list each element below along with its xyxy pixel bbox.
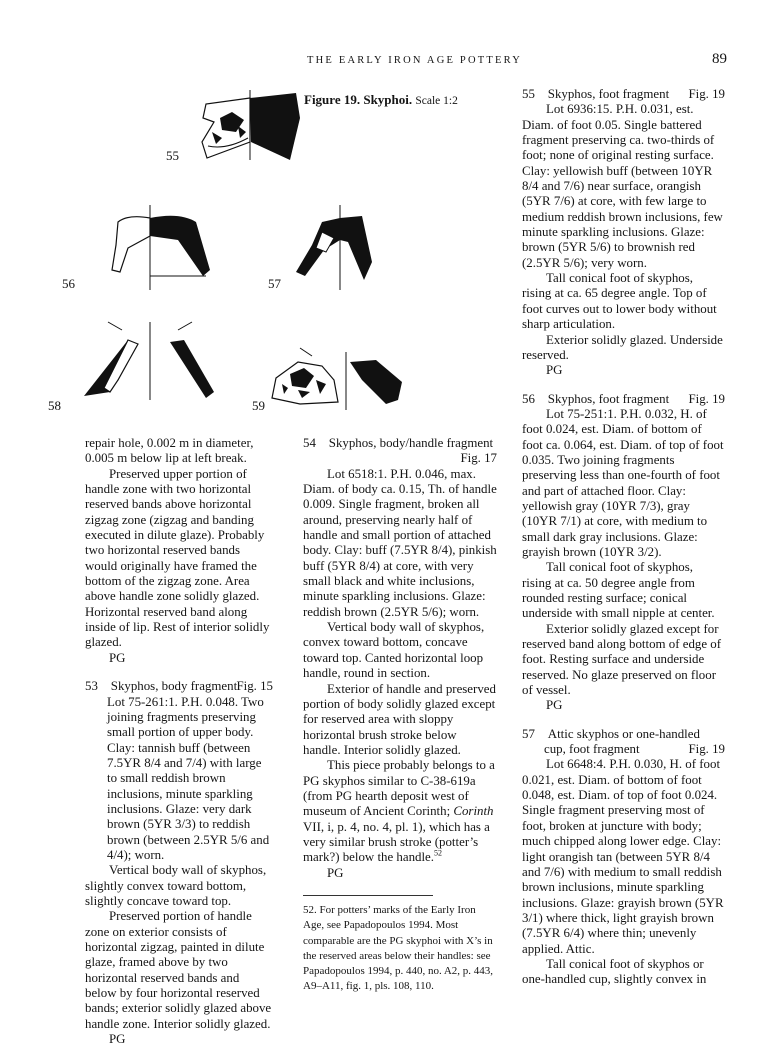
paragraph: Preserved upper portion of handle zone with two horizontal reserved bands above horizontal zigzag zone (zigzag and banding executed in dilute glaze). Probably two horizontal reserved bands would originally have framed the bottom of the zigzag zone. Area above handle zone solidly glazed. Horizontal reserved band along inside of lip. Rest of interior solidly glazed.	[85, 466, 270, 650]
column-1	[85, 436, 273, 1047]
paragraph: Tall conical foot of skyphos or one-handled cup, slightly convex in	[522, 956, 707, 987]
sherd-58-drawing	[84, 322, 214, 400]
period-label: PG	[109, 650, 126, 665]
entry-heading-55	[522, 87, 725, 102]
figure-caption	[304, 92, 458, 108]
figure-label-57: 57	[268, 276, 281, 291]
entry-number: 56	[522, 391, 535, 406]
paragraph: Vertical body wall of skyphos, slightly convex toward bottom, slightly concave toward top.	[85, 863, 267, 908]
entry-number: 54	[303, 436, 316, 450]
entry-heading-56	[522, 392, 725, 407]
figure-ref: Fig. 15	[236, 679, 273, 694]
paragraph: Exterior of handle and preserved portion of body solidly glazed except for reserved area with sloppy horizontal brush stroke below handle. Interior solidly glazed.	[303, 681, 496, 757]
period-label: PG	[546, 698, 563, 713]
period-label: PG	[546, 363, 563, 378]
entry-description: Lot 6518:1. P.H. 0.046, max. Diam. of body ca. 0.15, Th. of handle 0.009. Single fragment, broken all around, preserving nearly half of handle and small portion of attached body. Clay: buff (7.5YR 8/4), pinkish buff (5YR 8/4) at core, with very small black and white inclusions, minute sparkling inclusions. Glaze: reddish brown (2.5YR 5/6); worn.	[303, 466, 497, 619]
entry-number: 55	[522, 87, 535, 101]
text-line: 0.005 m below lip at left break.	[85, 451, 247, 466]
period-label: PG	[327, 865, 344, 880]
paragraph: Tall conical foot of skyphos, rising at ca. 50 degree angle from rounded resting surface; conical underside with small nipple at center.	[522, 560, 715, 621]
paragraph: Exterior solidly glazed except for reserved band along bottom of edge of foot. Resting surface and underside reserved. No glaze preserved on floor of vessel.	[522, 621, 722, 698]
entry-title: Skyphos, foot fragment	[547, 391, 670, 406]
entry-description: Lot 75-251:1. P.H. 0.032, H. of foot 0.024, est. Diam. of bottom of foot ca. 0.064, est. Diam. of top of foot 0.035. Two joining fragments preserving less than one-fourth of foot and part of attached floor. Clay: yellowish gray (10YR 7/3), gray (10YR 7/1) at core, with medium to small dark gray inclusions. Glaze: grayish brown (10YR 3/2).	[522, 406, 724, 559]
paragraph: Vertical body wall of skyphos, convex toward bottom, concave toward top. Canted horizontal loop handle, round in section.	[303, 620, 485, 681]
entry-title: Attic skyphos or one-handled	[547, 726, 700, 741]
figure-caption-scale: Scale 1:2	[415, 95, 458, 107]
period-label: PG	[109, 1032, 126, 1047]
figure-label-55: 55	[166, 148, 179, 163]
sherd-55-drawing	[202, 90, 300, 160]
figure-label-59: 59	[252, 398, 265, 413]
column-2	[303, 436, 497, 995]
figure-label-58: 58	[48, 398, 61, 413]
entry-title: Skyphos, body fragment	[110, 679, 238, 694]
footnote-text: 52. For potters’ marks of the Early Iron Age, see Papadopoulos 1994. Most comparable are the PG skyphoi with X’s in the reserved areas below their handles: see Papadopoulos 1994, p. 440, no. A2, p. 443, A9–A11, fig. 1, pls. 108, 110.	[303, 903, 494, 993]
entry-number: 53	[85, 679, 98, 694]
footnote-rule	[303, 895, 433, 896]
column-3	[522, 87, 725, 988]
entry-heading-57	[522, 727, 725, 742]
entry-description: Lot 75-261:1. P.H. 0.048. Two joining fragments preserving small portion of upper body. Clay: tannish buff (between 7.5YR 8/4 and 7/4) with large to small reddish brown inclusions, minute sparkling inclusions. Glaze: very dark brown (5YR 3/3) to reddish brown (between 2.5YR 5/6 and 4/4); worn.	[107, 694, 270, 862]
figure-ref: Fig. 19	[688, 391, 725, 406]
figure-ref: Fig. 17	[460, 451, 497, 466]
entry-description: Lot 6648:4. P.H. 0.030, H. of foot 0.021, est. Diam. of bottom of foot 0.048, est. Diam. of top of foot 0.024. Single fragment preserving most of foot, broken at juncture with body; much chipped along lower edge. Clay: light orangish tan (between 5YR 8/4 and 7/6) with medium to small reddish brown inclusions, minute sparkling inclusions. Glaze: grayish brown (5YR 3/1) where thick, light grayish brown (7.5YR 6/4) where thin; unevenly applied. Attic.	[522, 757, 724, 956]
figure-caption-title: Figure 19. Skyphoi.	[304, 92, 413, 107]
paragraph: Exterior solidly glazed. Underside reserved.	[522, 332, 723, 362]
entry-heading-54	[303, 436, 497, 451]
footnote	[303, 903, 497, 995]
sherd-56-drawing	[112, 205, 210, 290]
sherd-59-drawing	[272, 348, 402, 410]
entry-heading-53	[85, 679, 273, 694]
running-title: THE EARLY IRON AGE POTTERY	[307, 55, 523, 66]
sherd-57-drawing	[296, 205, 372, 290]
entry-title-continued: cup, foot fragment Fig. 19	[544, 742, 725, 757]
paragraph: Preserved portion of handle zone on exterior consists of horizontal zigzag, painted in dilute glaze, framed above by two horizontal reserved bands and below by four horizontal reserved bands; exterior solidly glazed above handle zone. Interior solidly glazed.	[85, 909, 272, 1031]
entry-title: Skyphos, body/handle fragment	[328, 436, 494, 450]
text-line: repair hole, 0.002 m in diameter,	[85, 436, 254, 450]
footnote-marker[interactable]: 52	[434, 848, 443, 858]
entry-title: Skyphos, foot fragment	[547, 87, 670, 101]
paragraph: Tall conical foot of skyphos, rising at ca. 65 degree angle. Top of foot curves out to lower body without sharp articulation.	[522, 271, 717, 332]
figure-ref: Fig. 19	[688, 742, 725, 757]
entry-number: 57	[522, 726, 535, 741]
page-number: 89	[712, 51, 727, 67]
figure-label-56: 56	[62, 276, 75, 291]
figure-ref: Fig. 19	[688, 87, 725, 101]
entry-description: Lot 6936:15. P.H. 0.031, est. Diam. of foot 0.05. Single battered fragment preserving ca. two-thirds of foot; none of original resting surface. Clay: yellowish buff (between 10YR 8/4 and 7/6) near surface, orangish (5YR 7/6) at core, with few large to medium reddish brown inclusions, few minute sparkling inclusions. Glaze: brown (5YR 5/6) to brownish red (2.5YR 5/6); very worn.	[522, 102, 723, 270]
paragraph: This piece probably belongs to a PG skyphos similar to C-38-619a (from PG hearth deposit west of museum of Ancient Corinth; Corinth VII, i, p. 4, no. 4, pl. 1), which has a very similar brush stroke (potter’s mark?) below the handle.$^{52}$	[303, 758, 495, 865]
journal-title: Corinth	[453, 804, 494, 819]
